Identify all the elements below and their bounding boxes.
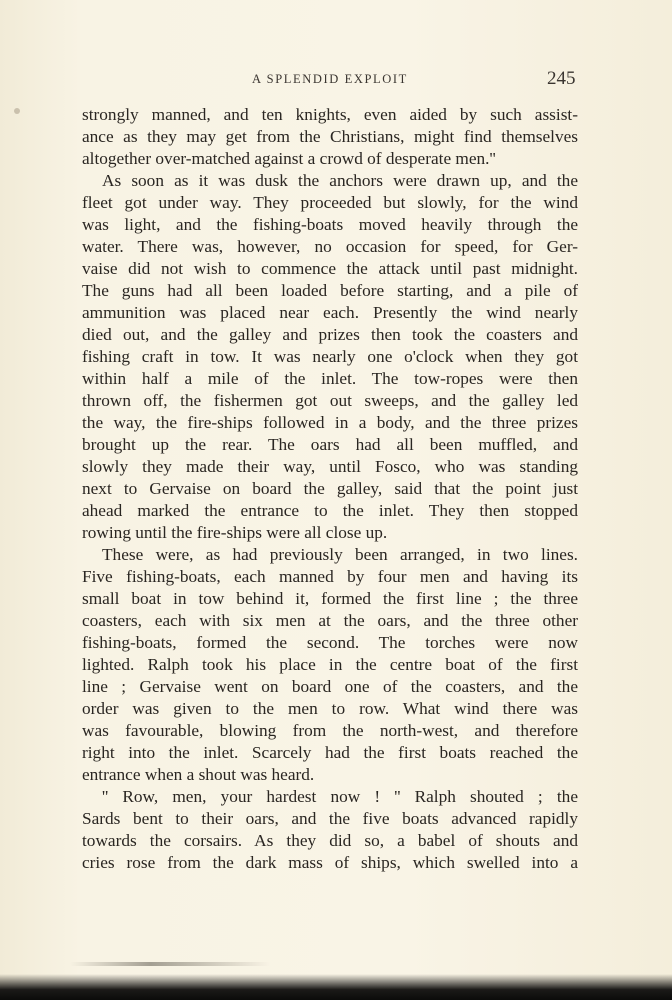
text-line: rowing until the fire-ships were all close up. <box>82 523 388 542</box>
text-line: brought up the rear. The oars had all been muffled, and <box>82 435 578 454</box>
text-line: altogether over-matched against a crowd of desperate men.'' <box>82 149 496 168</box>
text-line: small boat in tow behind it, formed the first line ; the three <box>82 589 578 608</box>
text-line: within half a mile of the inlet. The tow-ropes were then <box>82 369 578 388</box>
text-line: ahead marked the entrance to the inlet. They then stopped <box>82 501 578 520</box>
text-line: Five fishing-boats, each manned by four men and having its <box>82 567 578 586</box>
text-line: entrance when a shout was heard. <box>82 765 315 784</box>
text-line: slowly they made their way, until Fosco, who was standing <box>82 457 578 476</box>
text-line: water. There was, however, no occasion for speed, for Ger- <box>82 237 578 256</box>
text-line: line ; Gervaise went on board one of the coasters, and the <box>82 677 578 696</box>
text-line: next to Gervaise on board the galley, said that the point just <box>82 479 578 498</box>
scan-bottom-edge <box>0 974 672 1000</box>
text-line: cries rose from the dark mass of ships, which swelled into a <box>82 853 578 872</box>
running-head <box>0 68 672 92</box>
text-line: These were, as had previously been arranged, in two lines. <box>102 545 578 564</box>
text-line: coasters, each with six men at the oars, and the three other <box>82 611 578 630</box>
text-line: fishing craft in tow. It was nearly one o'clock when they got <box>82 347 578 366</box>
text-line: died out, and the galley and prizes then took the coasters and <box>82 325 578 344</box>
text-line: ance as they may get from the Christians, might find themselves <box>82 127 578 146</box>
text-line: was favourable, blowing from the north-west, and therefore <box>82 721 578 740</box>
page-number: 245 <box>547 68 576 89</box>
paper-spot <box>14 108 20 114</box>
text-line: vaise did not wish to commence the attack until past midnight. <box>82 259 578 278</box>
running-title: A SPLENDID EXPLOIT <box>252 72 408 86</box>
body-text <box>82 104 578 874</box>
text-line: As soon as it was dusk the anchors were drawn up, and the <box>102 171 578 190</box>
text-line: ammunition was placed near each. Presently the wind nearly <box>82 303 578 322</box>
text-line: Sards bent to their oars, and the five boats advanced rapidly <box>82 809 578 828</box>
text-line: '' Row, men, your hardest now ! '' Ralph shouted ; the <box>102 787 578 806</box>
text-line: The guns had all been loaded before starting, and a pile of <box>82 281 578 300</box>
text-line: towards the corsairs. As they did so, a babel of shouts and <box>82 831 578 850</box>
text-line: the way, the fire-ships followed in a body, and the three prizes <box>82 413 578 432</box>
text-line: fishing-boats, formed the second. The torches were now <box>82 633 578 652</box>
text-line: lighted. Ralph took his place in the centre boat of the first <box>82 655 578 674</box>
scan-streak <box>70 962 270 966</box>
text-line: was light, and the fishing-boats moved heavily through the <box>82 215 578 234</box>
text-line: right into the inlet. Scarcely had the first boats reached the <box>82 743 578 762</box>
text-line: order was given to the men to row. What wind there was <box>82 699 578 718</box>
text-line: fleet got under way. They proceeded but slowly, for the wind <box>82 193 578 212</box>
text-line: thrown off, the fishermen got out sweeps, and the galley led <box>82 391 578 410</box>
text-line: strongly manned, and ten knights, even aided by such assist- <box>82 105 578 124</box>
